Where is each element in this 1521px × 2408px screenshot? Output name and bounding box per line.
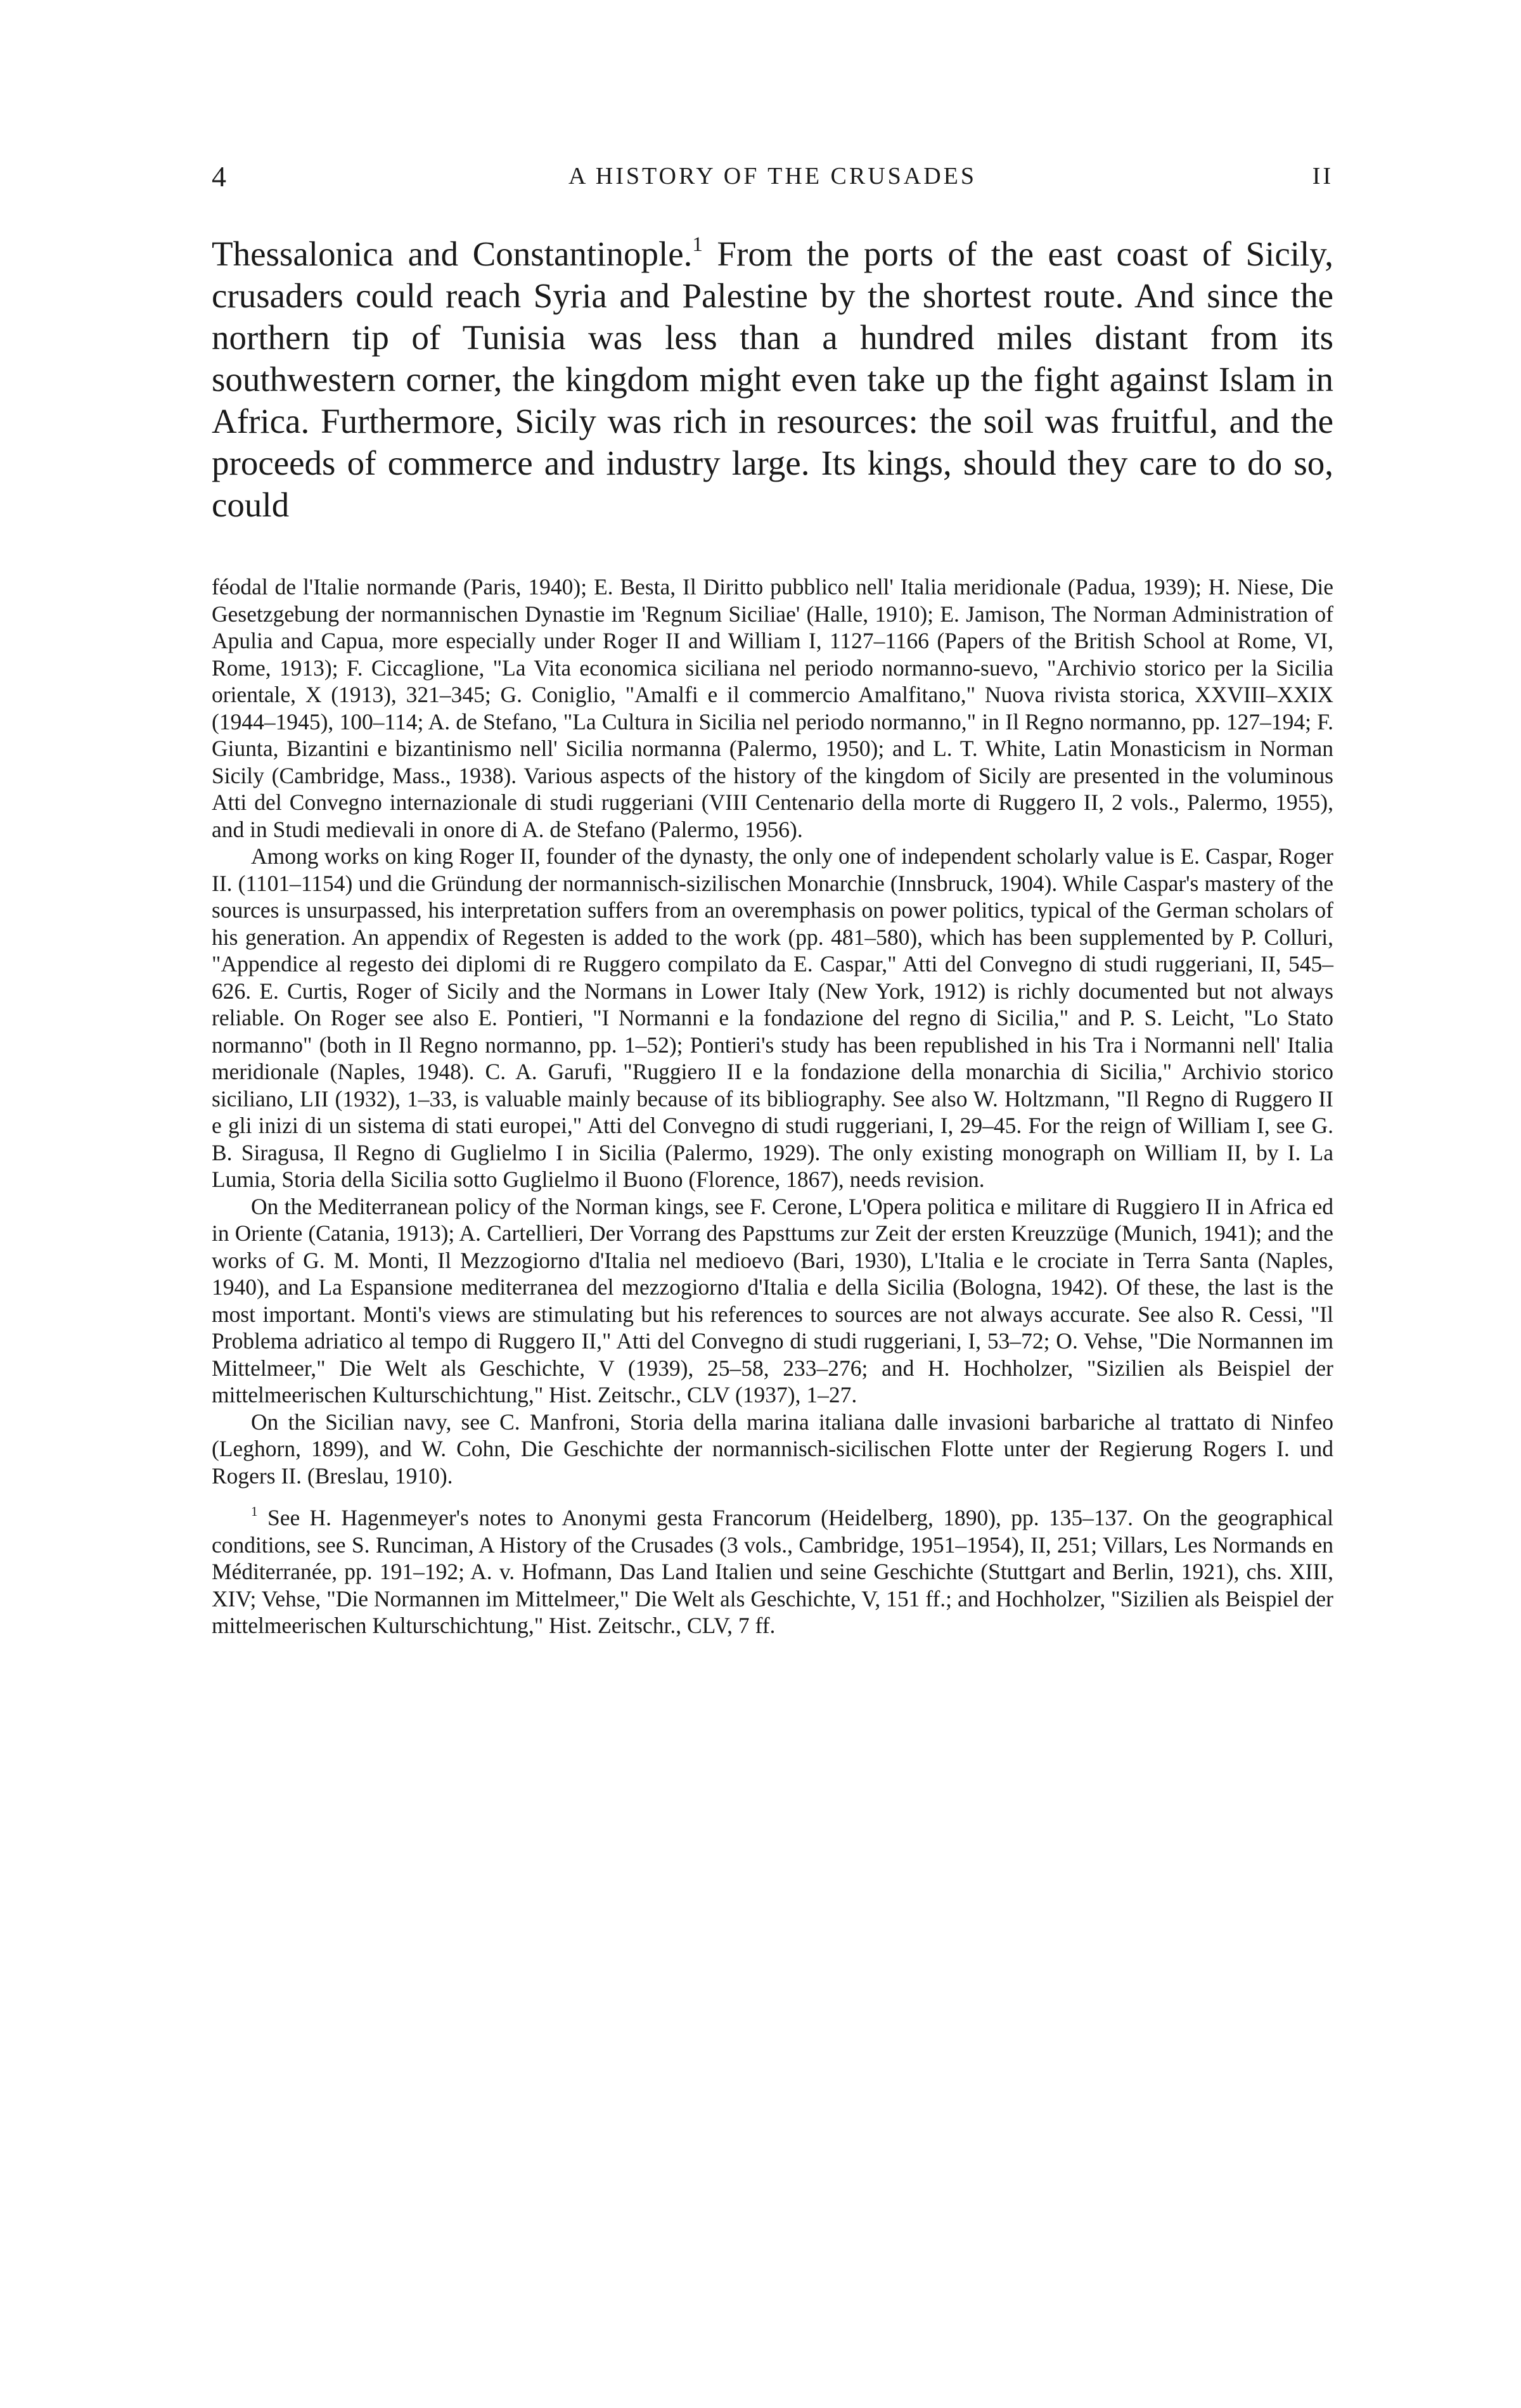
volume-number: II	[1312, 163, 1333, 189]
note-paragraph-roger: Among works on king Roger II, founder of the dynasty, the only one of independent scholarly value is E. Caspar, Roger II. (1101–1154) und die Gründung der normannisch-sizilischen Monarchie (Innsbruck, 1904). While Caspar's mastery of the sources is unsurpassed, his interpretation suffers from an overemphasis on power politics, typical of the German scholars of his generation. An appendix of Regesten is added to the work (pp. 481–580), which has been supplemented by P. Colluri, "Appendice al regesto dei diplomi di re Ruggero compilato da E. Caspar," Atti del Convegno di studi ruggeriani, II, 545–626. E. Curtis, Roger of Sicily and the Normans in Lower Italy (New York, 1912) is richly documented but not always reliable. On Roger see also E. Pontieri, "I Normanni e la fondazione del regno di Sicilia," and P. S. Leicht, "Lo Stato normanno" (both in Il Regno normanno, pp. 1–52); Pontieri's study has been republished in his Tra i Normanni nell' Italia meridionale (Naples, 1948). C. A. Garufi, "Ruggiero II e la fondazione della monarchia di Sicilia," Archivio storico siciliano, LII (1932), 1–33, is valuable mainly because of its bibliography. See also W. Holtzmann, "Il Regno di Ruggero II e gli inizi di un sistema di stati europei," Atti del Convegno di studi ruggeriani, I, 29–45. For the reign of William I, see G. B. Siragusa, Il Regno di Guglielmo I in Sicilia (Palermo, 1929). The only existing monograph on William II, by I. La Lumia, Storia della Sicilia sotto Guglielmo il Buono (Florence, 1867), needs revision.	[212, 843, 1333, 1192]
note-paragraph-mediterranean: On the Mediterranean policy of the Norman kings, see F. Cerone, L'Opera politica e militare di Ruggiero II in Africa ed in Oriente (Catania, 1913); A. Cartellieri, Der Vorrang des Papsttums zur Zeit der ersten Kreuzzüge (Munich, 1941); and the works of G. M. Monti, Il Mezzogiorno d'Italia nel medioevo (Bari, 1930), L'Italia e le crociate in Terra Santa (Naples, 1940), and La Espansione mediterranea del mezzogiorno d'Italia e della Sicilia (Bologna, 1942). Of these, the last is the most important. Monti's views are stimulating but his references to sources are not always accurate. See also R. Cessi, "Il Problema adriatico al tempo di Ruggero II," Atti del Convegno di studi ruggeriani, I, 53–72; O. Vehse, "Die Normannen im Mittelmeer," Die Welt als Geschichte, V (1939), 25–58, 233–276; and H. Hochholzer, "Sizilien als Beispiel der mittelmeerischen Kulturschichtung," Hist. Zeitschr., CLV (1937), 1–27.	[212, 1193, 1333, 1407]
main-text-continued: From the ports of the east coast of Sicily, crusaders could reach Syria and Palestine by the shortest route. And since the northern tip of Tunisia was less than a hundred miles distant from its southwestern corner, the kingdom might even take up the fight against Islam in Africa. Furthermore, Sicily was rich in resources: the soil was fruitful, and the proceeds of commerce and industry large. Its kings, should they care to do so, could	[212, 234, 1333, 524]
footnote-1	[212, 1504, 1333, 1639]
main-paragraph	[212, 233, 1333, 526]
footnote-1-text: See H. Hagenmeyer's notes to Anonymi gesta Francorum (Heidelberg, 1890), pp. 135–137. On the geographical conditions, see S. Runciman, A History of the Crusades (3 vols., Cambridge, 1951–1954), II, 251; Villars, Les Normands en Méditerranée, pp. 191–192; A. v. Hofmann, Das Land Italien und seine Geschichte (Stuttgart and Berlin, 1921), chs. XIII, XIV; Vehse, "Die Normannen im Mittelmeer," Die Welt als Geschichte, V, 151 ff.; and Hochholzer, "Sizilien als Beispiel der mittelmeerischen Kulturschichtung," Hist. Zeitschr., CLV, 7 ff.	[212, 1505, 1333, 1638]
page-number: 4	[212, 160, 226, 193]
running-title: A HISTORY OF THE CRUSADES	[568, 163, 977, 189]
footnotes	[212, 573, 1333, 1639]
running-head	[212, 160, 1333, 198]
footnote-1-marker: 1	[251, 1504, 258, 1520]
main-text-start: Thessalonica and Constantinople.	[212, 234, 693, 273]
main-text	[212, 233, 1333, 526]
note-paragraph-navy: On the Sicilian navy, see C. Manfroni, Storia della marina italiana dalle invasioni barbariche al trattato di Ninfeo (Leghorn, 1899), and W. Cohn, Die Geschichte der normannisch-sicilischen Flotte unter der Regierung Rogers I. und Rogers II. (Breslau, 1910).	[212, 1409, 1333, 1489]
footnote-marker: 1	[692, 233, 703, 256]
note-paragraph-continued: féodal de l'Italie normande (Paris, 1940); E. Besta, Il Diritto pubblico nell' Italia meridionale (Padua, 1939); H. Niese, Die Gesetzgebung der normannischen Dynastie im 'Regnum Siciliae' (Halle, 1910); E. Jamison, The Norman Administration of Apulia and Capua, more especially under Roger II and William I, 1127–1166 (Papers of the British School at Rome, VI, Rome, 1913); F. Ciccaglione, "La Vita economica siciliana nel periodo normanno-suevo, "Archivio storico per la Sicilia orientale, X (1913), 321–345; G. Coniglio, "Amalfi e il commercio Amalfitano," Nuova rivista storica, XXVIII–XXIX (1944–1945), 100–114; A. de Stefano, "La Cultura in Sicilia nel periodo normanno," in Il Regno normanno, pp. 127–194; F. Giunta, Bizantini e bizantinismo nell' Sicilia normanna (Palermo, 1950); and L. T. White, Latin Monasticism in Norman Sicily (Cambridge, Mass., 1938). Various aspects of the history of the kingdom of Sicily are presented in the voluminous Atti del Convegno internazionale di studi ruggeriani (VIII Centenario della morte di Ruggero II, 2 vols., Palermo, 1955), and in Studi medievali in onore di A. de Stefano (Palermo, 1956).	[212, 574, 1333, 842]
